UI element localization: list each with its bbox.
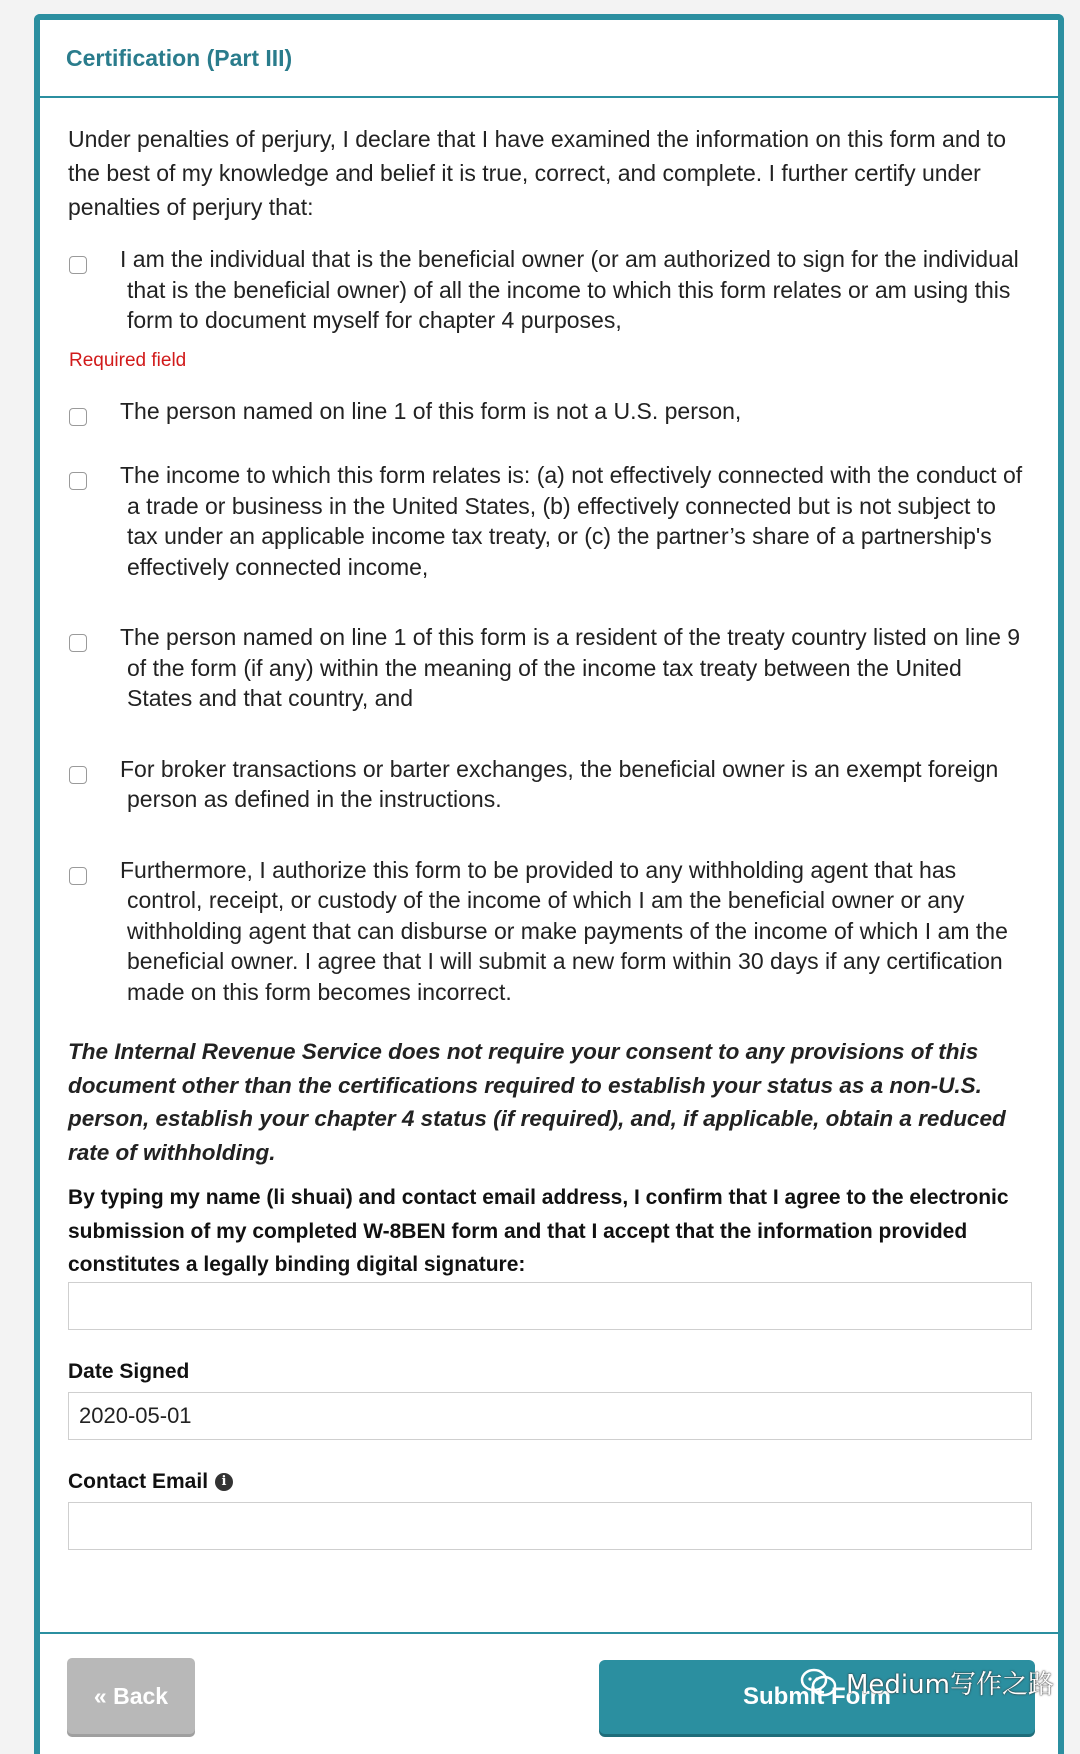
date-signed-label (68, 1360, 1030, 1384)
certification-text-5: For broker transactions or barter exchanges, the beneficial owner is an exempt foreign person as defined in the instructions. (120, 755, 999, 812)
certification-text-6: Furthermore, I authorize this form to be provided to any withholding agent that has control, receipt, or custody of the income of which I am the beneficial owner or any withholding agent that can disburse or make payments of the income of which I am the beneficial owner. I agree that I will submit a new form within 30 days if any certification made on this form becomes incorrect. (120, 856, 1008, 1005)
panel-title: Certification (Part III) (66, 44, 293, 71)
certification-item-broker (68, 754, 1030, 815)
footer-divider (40, 1632, 1058, 1634)
certification-checkbox-5[interactable] (69, 766, 87, 784)
watermark (800, 1664, 1054, 1701)
intro-text: Under penalties of perjury, I declare that I have examined the information on this form and to the best of my knowledge and belief it is true, correct, and complete. I further certify under penalties of perjury that: (68, 126, 1006, 220)
certification-checkbox-2[interactable] (69, 408, 87, 426)
certification-item-not-us-person (68, 396, 1030, 427)
certification-checkbox-4[interactable] (69, 634, 87, 652)
contact-email-label-text: Contact Email (68, 1469, 209, 1493)
contact-email-input[interactable] (68, 1502, 1032, 1550)
chat-bubbles-icon (800, 1668, 838, 1698)
certification-item-income (68, 460, 1030, 582)
submit-button[interactable]: Submit Form (599, 1660, 1035, 1734)
certification-text-4: The person named on line 1 of this form is a resident of the treaty country listed on line 9 of the form (if any) within the meaning of the income tax treaty between the United States and that country, and (120, 624, 1021, 711)
certification-text-3: The income to which this form relates is: (a) not effectively connected with the conduct of a trade or business in the United States, (b) effectively connected but is not subject to tax under an applicable income tax treaty, or (c) the partner’s share of a partnership's effectively connected income, (120, 462, 1023, 580)
date-signed-input[interactable] (68, 1392, 1032, 1440)
signature-label: By typing my name (li shuai) and contact email address, I confirm that I agree to the electronic submission of my completed W-8BEN form and that I accept that the information provided constitutes a legally binding digital signature: (68, 1186, 1009, 1276)
certification-text-1: I am the individual that is the beneficial owner (or am authorized to sign for the individual that is the beneficial owner) of all the income to which this form relates or am using this form to document myself for chapter 4 purposes, (120, 246, 1019, 333)
certification-checkbox-6[interactable] (69, 867, 87, 885)
contact-email-label (68, 1470, 1030, 1494)
certification-text-2: The person named on line 1 of this form is not a U.S. person, (120, 397, 742, 424)
irs-consent-note: The Internal Revenue Service does not require your consent to any provisions of this document other than the certifications required to establish your status as a non-U.S. person, establish your chapter 4 status (if required), and, if applicable, obtain a reduced rate of withholding. (68, 1039, 1006, 1165)
info-icon[interactable]: i (215, 1473, 233, 1491)
signature-input[interactable] (68, 1282, 1032, 1330)
certification-item-beneficial-owner (68, 244, 1030, 336)
certification-checkbox-3[interactable] (69, 472, 87, 490)
date-signed-label-text: Date Signed (68, 1359, 190, 1383)
panel-header (40, 20, 1058, 98)
back-button[interactable]: « Back (67, 1658, 195, 1734)
watermark-text: Medium写作之路 (846, 1670, 1054, 1700)
certification-panel (34, 14, 1064, 1754)
required-field-error: Required field (69, 349, 187, 371)
certification-checkbox-1[interactable] (69, 256, 87, 274)
panel-body (40, 98, 1058, 1550)
certification-item-authorization (68, 855, 1030, 1008)
certification-item-treaty-country (68, 622, 1030, 714)
